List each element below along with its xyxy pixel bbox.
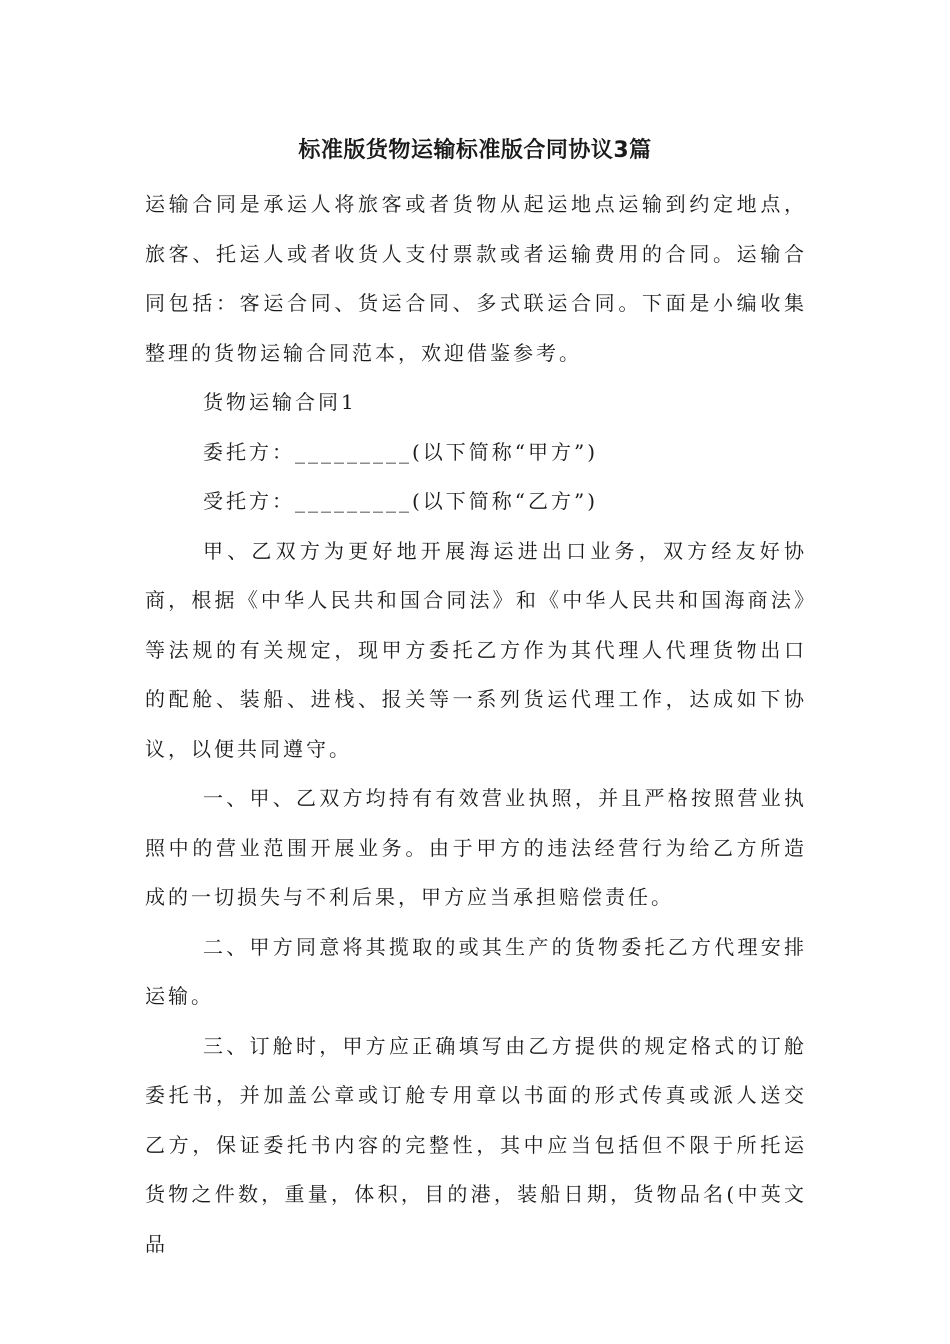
intro-paragraph: 运输合同是承运人将旅客或者货物从起运地点运输到约定地点，旅客、托运人或者收货人支付票款或者运输费用的合同。运输合同包括：客运合同、货运合同、多式联运合同。下面是小编收集整理的货物运输合同范本，欢迎借鉴参考。: [145, 192, 807, 365]
clause-3-paragraph: 三、订舱时，甲方应正确填写由乙方提供的规定格式的订舱委托书，并加盖公章或订舱专用章以书面的形式传真或派人送交乙方，保证委托书内容的完整性，其中应当包括但不限于所托运货物之件数，重量，体积，目的港，装船日期，货物品名(中英文品: [145, 1033, 807, 1256]
contract-heading: 货物运输合同1: [203, 390, 357, 414]
document-body: [145, 180, 807, 1269]
clause-1-paragraph: 一、甲、乙双方均持有有效营业执照，并且严格按照营业执照中的营业范围开展业务。由于甲方的违法经营行为给乙方所造成的一切损失与不利后果，甲方应当承担赔偿责任。: [145, 786, 807, 909]
client-line: 委托方：_________(以下简称“甲方”): [203, 439, 599, 464]
clause-2-paragraph: 二、甲方同意将其揽取的或其生产的货物委托乙方代理安排运输。: [145, 934, 807, 1008]
document-title: 标准版货物运输标准版合同协议3篇: [298, 138, 652, 163]
preamble-paragraph: 甲、乙双方为更好地开展海运进出口业务，双方经友好协商，根据《中华人民共和国合同法》和《中华人民共和国海商法》等法规的有关规定，现甲方委托乙方作为其代理人代理货物出口的配舱、装船、进栈、报关等一系列货运代理工作，达成如下协议，以便共同遵守。: [145, 538, 807, 761]
agent-line: 受托方：_________(以下简称“乙方”): [203, 489, 599, 513]
